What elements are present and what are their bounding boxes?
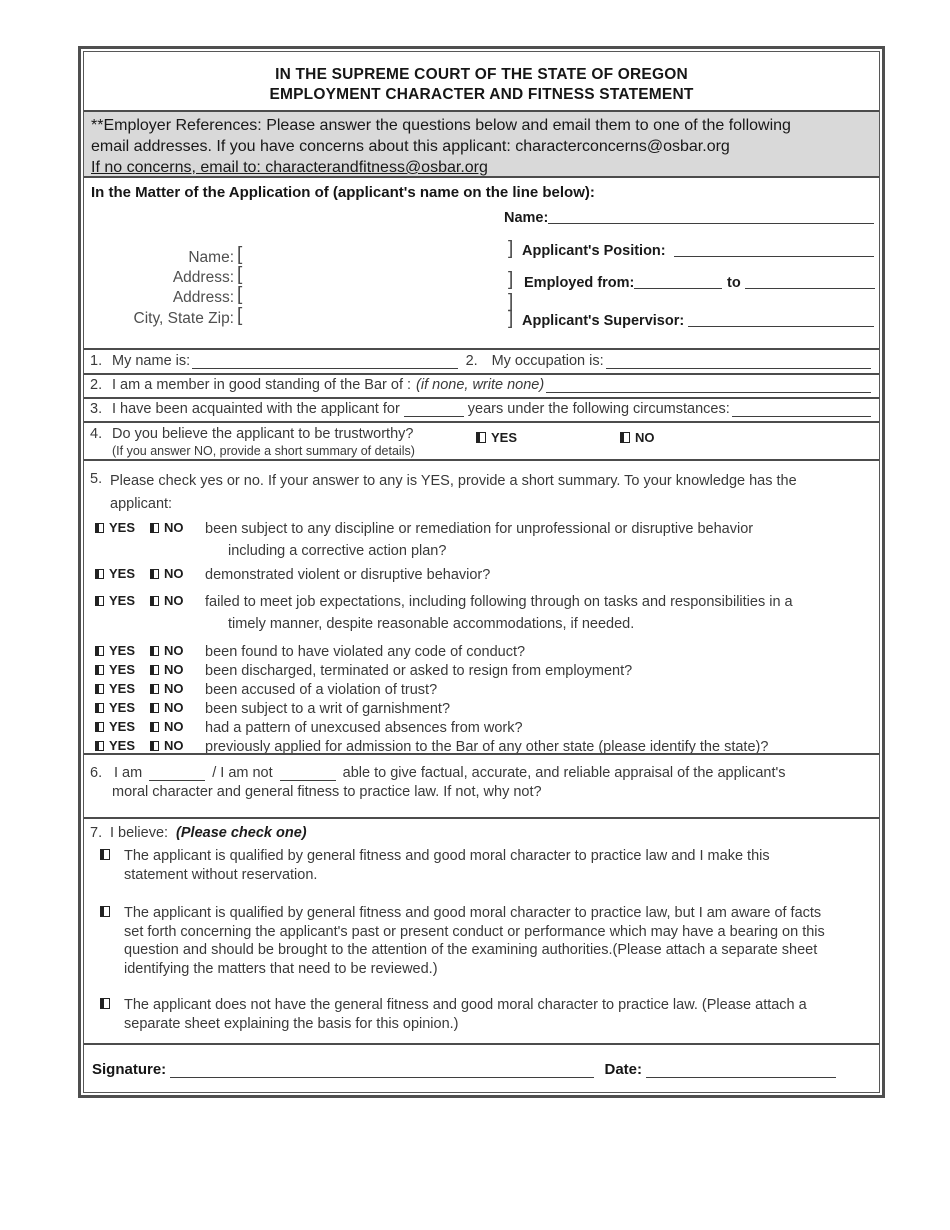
yes-label: YES [491, 430, 518, 445]
q5-item-1-text: been subject to any discipline or remediation for unprofessional or disruptive behavior [205, 521, 754, 537]
no-label: NO [635, 430, 655, 445]
applicant-supervisor-field-line[interactable] [688, 313, 874, 327]
question-2-bar-label: I am a member in good standing of the Bar of : [112, 377, 412, 393]
q7-option-3-line1: The applicant does not have the general fitness and good moral character to practice law. (Please attach a [124, 997, 807, 1013]
q7-option-2 [84, 903, 879, 978]
no-checkbox-icon[interactable] [150, 684, 159, 694]
no-label: NO [164, 520, 184, 535]
q5-item-8-text: had a pattern of unexcused absences from work? [205, 720, 523, 736]
bar-membership-field-line[interactable] [546, 380, 871, 393]
no-label: NO [164, 700, 184, 715]
q7-option-2-line1: The applicant is qualified by general fitness and good moral character to practice law, but I am aware of facts [124, 905, 822, 921]
q5-item-3-text-line2: timely manner, despite reasonable accommodations, if needed. [228, 616, 635, 632]
question-1-label: My name is: [112, 353, 191, 369]
question-6-line2: moral character and general fitness to practice law. If not, why not? [112, 784, 542, 800]
no-checkbox-icon[interactable] [150, 741, 159, 751]
question-3-pre-label: I have been acquainted with the applicant for [112, 401, 400, 417]
question-2-number: 2. [465, 353, 478, 369]
applicant-name-field-line[interactable] [548, 210, 874, 224]
yes-checkbox-icon[interactable] [476, 432, 486, 443]
employer-address2-label: Address: [172, 289, 234, 306]
yes-label: YES [109, 700, 136, 715]
notice-line-2: email addresses. If you have concerns about this applicant: characterconcerns@osbar.org [91, 138, 730, 155]
signature-label: Signature: [92, 1061, 167, 1078]
yes-label: YES [109, 593, 136, 608]
question-2-bar-row [84, 373, 879, 397]
yes-checkbox-icon[interactable] [95, 741, 104, 751]
no-checkbox-icon[interactable] [150, 646, 159, 656]
question-1-number: 1. [90, 353, 103, 369]
q5-item-5-text: been discharged, terminated or asked to resign from employment? [205, 663, 633, 679]
date-label: Date: [604, 1061, 642, 1078]
question-2-bar-note: (if none, write none) [416, 377, 545, 393]
no-label: NO [164, 662, 184, 677]
q5-tight-item-group [84, 642, 879, 756]
yes-checkbox-icon[interactable] [95, 569, 104, 579]
employer-references-notice [84, 110, 879, 176]
no-label: NO [164, 566, 184, 581]
question-3-number: 3. [90, 401, 103, 417]
form-outer-frame [78, 46, 885, 1098]
q5-item-6-text: been accused of a violation of trust? [205, 682, 438, 698]
q5-item-1 [84, 517, 879, 540]
court-title: IN THE SUPREME COURT OF THE STATE OF OREGON [275, 66, 688, 83]
q7-option-1-line1: The applicant is qualified by general fitness and good moral character to practice law and I make this [124, 848, 770, 864]
open-bracket: [ [237, 264, 243, 285]
question-4-yes-choice [476, 430, 517, 445]
question-1-row [84, 348, 879, 373]
q5-item-6 [84, 680, 879, 699]
question-6-section [84, 753, 879, 817]
no-label: NO [164, 681, 184, 696]
open-bracket: [ [237, 305, 243, 326]
applicant-supervisor-label: Applicant's Supervisor: [522, 313, 685, 329]
question-6-p1: I am [114, 765, 143, 781]
close-bracket: ] [508, 269, 514, 290]
q5-item-3-text: failed to meet job expectations, including following through on tasks and responsibilities in a [205, 594, 793, 610]
question-3-row [84, 397, 879, 421]
question-4-row [84, 421, 879, 459]
question-5-number: 5. [90, 471, 103, 487]
applicant-position-label: Applicant's Position: [522, 243, 666, 259]
q5-item-5 [84, 661, 879, 680]
no-checkbox-icon[interactable] [620, 432, 630, 443]
question-2-bar-number: 2. [90, 377, 103, 393]
q5-item-2 [84, 563, 879, 586]
yes-label: YES [109, 566, 136, 581]
question-6-p3: able to give factual, accurate, and reliable appraisal of the applicant's [342, 765, 786, 781]
no-label: NO [164, 643, 184, 658]
close-bracket: ] [508, 238, 514, 259]
date-field-line[interactable] [646, 1064, 836, 1078]
employer-city-state-zip-label: City, State Zip: [133, 310, 234, 327]
option-checkbox-icon[interactable] [100, 906, 110, 917]
form-name-title: EMPLOYMENT CHARACTER AND FITNESS STATEMENT [269, 86, 694, 103]
q5-item-7-text: been subject to a writ of garnishment? [205, 701, 451, 717]
no-checkbox-icon[interactable] [150, 665, 159, 675]
no-label: NO [164, 593, 184, 608]
form-inner-frame [83, 51, 880, 1093]
form-title-section [84, 52, 879, 110]
yes-label: YES [109, 662, 136, 677]
my-occupation-field-line[interactable] [606, 356, 871, 369]
employed-from-field-line[interactable] [634, 275, 722, 289]
question-5-section [84, 459, 879, 753]
no-checkbox-icon[interactable] [150, 722, 159, 732]
close-bracket: ] [508, 291, 514, 312]
employed-from-label: Employed from: [524, 275, 635, 291]
question-4-number: 4. [90, 426, 103, 442]
q7-option-2-line2: set forth concerning the applicant's past or present conduct or performance which may have a bearing on this [124, 923, 825, 940]
my-name-field-line[interactable] [192, 356, 457, 369]
q5-item-4 [84, 642, 879, 661]
no-checkbox-icon[interactable] [150, 523, 159, 533]
q5-item-9-text: previously applied for admission to the Bar of any other state (please identify the state)? [205, 739, 769, 755]
i-am-field-line[interactable] [149, 768, 205, 781]
question-4-subnote: (If you answer NO, provide a short summary of details) [112, 444, 415, 458]
years-acquainted-field-line[interactable] [404, 404, 464, 417]
q5-item-2-text: demonstrated violent or disruptive behavior? [205, 567, 491, 583]
question-5-intro-line1: Please check yes or no. If your answer to any is YES, provide a short summary. To your knowledge has the [110, 473, 797, 489]
question-6-p2: / I am not [212, 765, 273, 781]
question-3-post-label: years under the following circumstances: [467, 401, 730, 417]
q5-item-4-text: been found to have violated any code of conduct? [205, 644, 526, 660]
no-label: NO [164, 719, 184, 734]
yes-checkbox-icon[interactable] [95, 703, 104, 713]
q7-option-3 [84, 995, 879, 1033]
q7-option-1-line2: statement without reservation. [124, 866, 318, 883]
no-checkbox-icon[interactable] [150, 703, 159, 713]
no-checkbox-icon[interactable] [150, 596, 159, 606]
matter-heading: In the Matter of the Application of (applicant's name on the line below): [91, 184, 595, 201]
notice-line-1: **Employer References: Please answer the questions below and email them to one of the following [91, 117, 791, 134]
yes-checkbox-icon[interactable] [95, 684, 104, 694]
open-bracket: [ [237, 244, 243, 265]
employed-to-field-line[interactable] [745, 275, 875, 289]
q7-option-1 [84, 846, 879, 884]
yes-label: YES [109, 738, 136, 753]
employer-address1-label: Address: [172, 269, 234, 286]
yes-label: YES [109, 681, 136, 696]
yes-checkbox-icon[interactable] [95, 722, 104, 732]
question-6-number: 6. [90, 765, 103, 781]
question-5-intro-line2: applicant: [110, 496, 173, 512]
option-checkbox-icon[interactable] [100, 849, 110, 860]
q7-option-2-line4: identifying the matters that need to be reviewed.) [124, 960, 438, 977]
yes-label: YES [109, 643, 136, 658]
yes-checkbox-icon[interactable] [95, 665, 104, 675]
question-7-label: I believe: [110, 825, 169, 841]
q5-item-3 [84, 590, 879, 613]
yes-checkbox-icon[interactable] [95, 646, 104, 656]
circumstances-field-line[interactable] [732, 404, 871, 417]
question-7-section [84, 817, 879, 1043]
open-bracket: [ [237, 284, 243, 305]
applicant-position-field-line[interactable] [674, 243, 874, 257]
option-checkbox-icon[interactable] [100, 998, 110, 1009]
no-label: NO [164, 738, 184, 753]
yes-checkbox-icon[interactable] [95, 523, 104, 533]
no-checkbox-icon[interactable] [150, 569, 159, 579]
matter-of-application-section [84, 176, 879, 348]
yes-label: YES [109, 719, 136, 734]
question-7-number: 7. [90, 825, 103, 841]
close-bracket: ] [508, 308, 514, 329]
applicant-name-label: Name: [504, 210, 549, 226]
i-am-not-field-line[interactable] [280, 768, 336, 781]
yes-checkbox-icon[interactable] [95, 596, 104, 606]
question-2-label: My occupation is: [491, 353, 604, 369]
q5-item-7 [84, 699, 879, 718]
question-4-no-choice [620, 430, 655, 445]
signature-field-line[interactable] [170, 1064, 594, 1078]
q5-item-1-text-line2: including a corrective action plan? [228, 543, 447, 559]
employer-name-label: Name: [188, 249, 234, 266]
question-4-label: Do you believe the applicant to be trustworthy? [112, 426, 414, 442]
q7-option-2-line3: question and should be brought to the attention of the examining authorities.(Please attach a separate sheet [124, 942, 818, 958]
signature-section [84, 1043, 879, 1092]
q5-item-8 [84, 718, 879, 737]
q7-option-3-line2: separate sheet explaining the basis for this opinion.) [124, 1015, 459, 1032]
question-7-check-one-note: (Please check one) [176, 825, 307, 841]
employed-to-label: to [727, 275, 741, 291]
yes-label: YES [109, 520, 136, 535]
notice-line-3: If no concerns, email to: characterandfitness@osbar.org [91, 159, 488, 176]
